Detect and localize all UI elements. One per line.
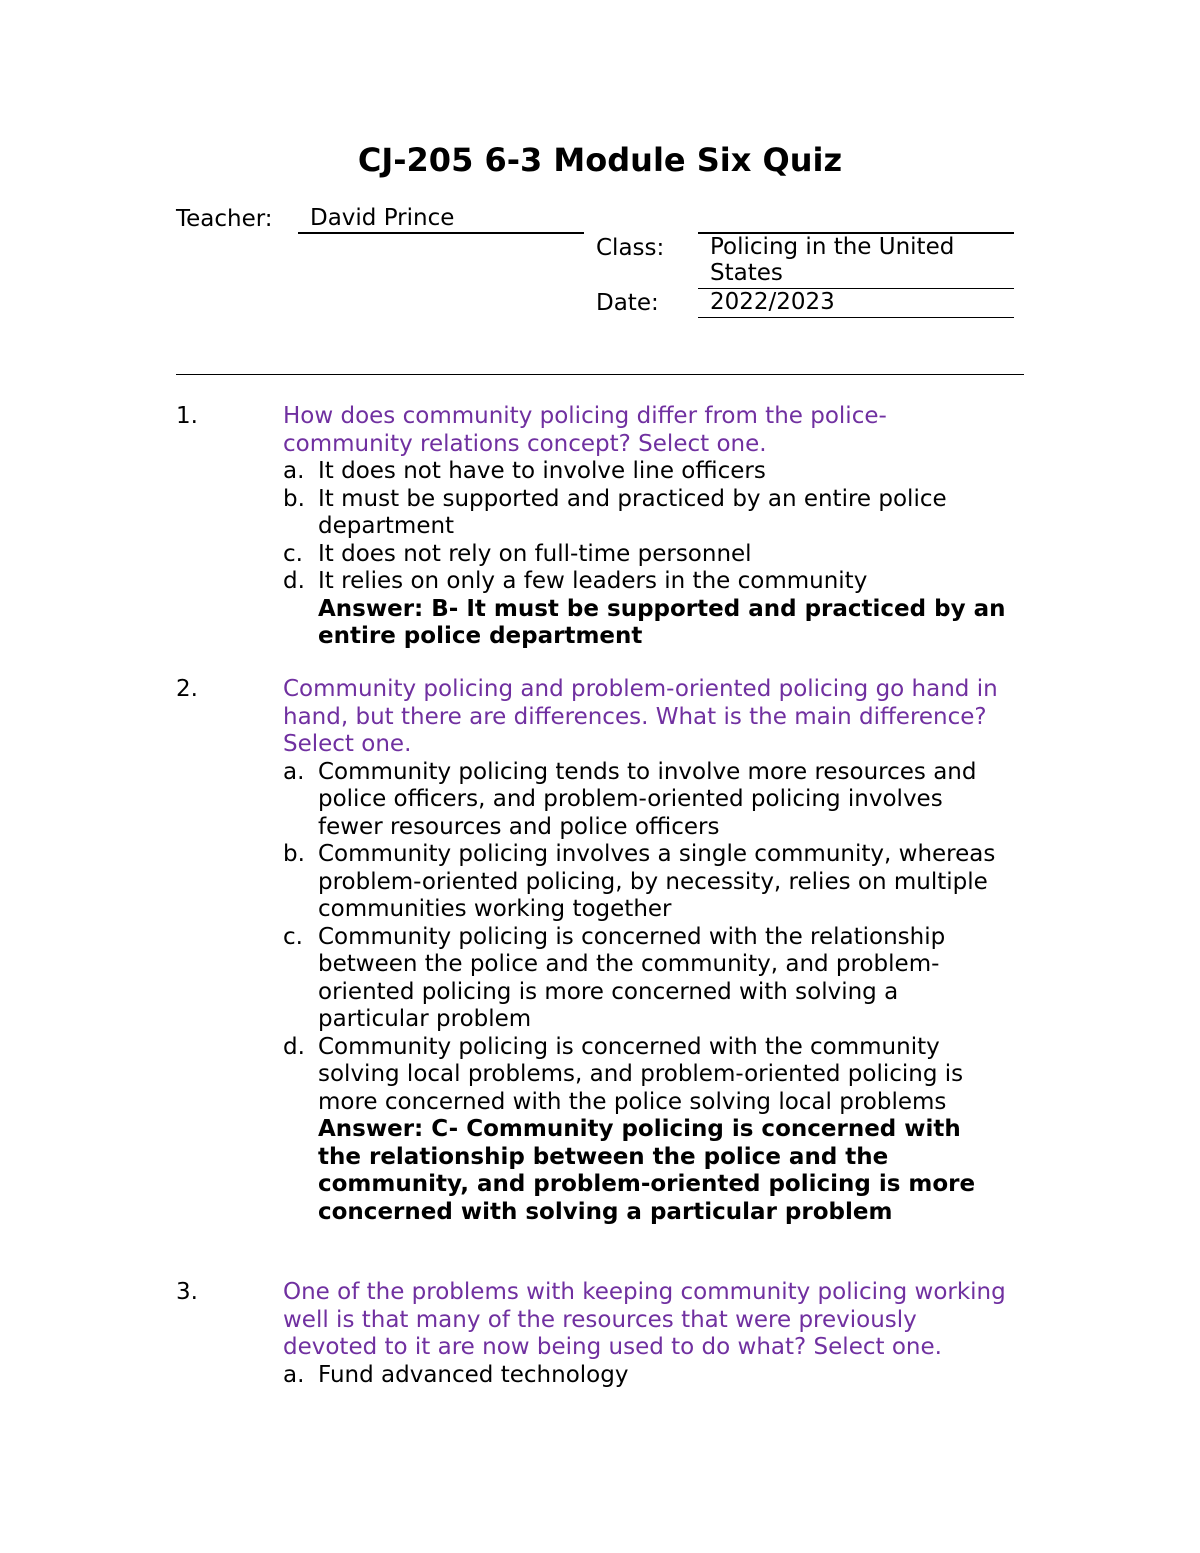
option-line: It relies on only a few leaders in the community (318, 568, 868, 594)
option-line: It does not have to involve line officers (318, 458, 766, 484)
question-number: 3. (176, 1279, 198, 1305)
option-line: fewer resources and police officers (318, 813, 720, 840)
option-letter: a. (283, 758, 305, 785)
class-value-line2: States (710, 260, 783, 286)
option-line: It must be supported and practiced by an entire police (318, 485, 947, 512)
option-b (283, 841, 1023, 924)
answer-line: concerned with solving a particular problem (318, 1198, 893, 1225)
class-value-line1: Policing in the United (710, 234, 955, 260)
question-number: 1. (176, 403, 198, 429)
stem-line: How does community policing differ from the police- (283, 403, 887, 429)
option-line: problem-oriented policing, by necessity, relies on multiple (318, 868, 988, 895)
teacher-value: David Prince (310, 205, 455, 231)
option-line: Community policing tends to involve more resources and (318, 758, 977, 785)
option-line: Fund advanced technology (318, 1361, 629, 1388)
date-underline (698, 317, 1014, 318)
date-value: 2022/2023 (710, 289, 835, 315)
teacher-underline (298, 232, 584, 234)
stem-line: Select one. (283, 731, 412, 757)
option-letter: b. (283, 485, 305, 512)
option-line: It does not rely on full-time personnel (318, 540, 752, 567)
stem-line: well is that many of the resources that were previously (283, 1306, 917, 1333)
option-b (283, 486, 1023, 541)
option-line: Community policing involves a single community, whereas (318, 841, 996, 867)
option-a (283, 458, 1023, 486)
stem-line: devoted to it are now being used to do what? Select one. (283, 1334, 942, 1360)
option-line: communities working together (318, 896, 672, 922)
document-title: CJ-205 6-3 Module Six Quiz (357, 141, 843, 179)
option-letter: c. (283, 923, 303, 950)
option-line: more concerned with the police solving local problems (318, 1088, 947, 1115)
option-line: particular problem (318, 1006, 532, 1032)
option-c (283, 541, 1023, 569)
option-line: oriented policing is more concerned with solving a (318, 978, 899, 1005)
stem-line: Community policing and problem-oriented policing go hand in (283, 676, 998, 702)
answer-line: entire police department (318, 623, 643, 649)
option-line: department (318, 513, 455, 539)
question-stem (283, 676, 1023, 759)
option-c (283, 924, 1023, 1034)
answer (283, 596, 1023, 651)
answer-line: the relationship between the police and the (318, 1143, 889, 1170)
option-letter: c. (283, 540, 303, 567)
option-letter: d. (283, 1033, 305, 1060)
answer-line: community, and problem-oriented policing is more (318, 1171, 976, 1197)
option-d (283, 1034, 1023, 1117)
question-number: 2. (176, 676, 198, 702)
option-line: between the police and the community, and problem- (318, 951, 940, 977)
option-letter: d. (283, 568, 305, 594)
answer-line: Answer: C- Community policing is concerned with (318, 1116, 961, 1142)
answer (283, 1116, 1023, 1226)
stem-line: One of the problems with keeping community policing working (283, 1279, 1006, 1305)
header-divider (176, 374, 1024, 375)
option-line: solving local problems, and problem-oriented policing is (318, 1061, 964, 1087)
answer-line: Answer: B- It must be supported and practiced by an (318, 595, 1006, 622)
date-label: Date: (596, 290, 659, 316)
question-stem (283, 403, 1023, 458)
option-line: Community policing is concerned with the relationship (318, 923, 946, 950)
teacher-label: Teacher: (176, 206, 273, 232)
option-a (283, 759, 1023, 842)
option-letter: b. (283, 841, 305, 867)
stem-line: community relations concept? Select one. (283, 430, 767, 457)
option-line: Community policing is concerned with the community (318, 1033, 940, 1060)
option-letter: a. (283, 458, 305, 484)
option-line: police officers, and problem-oriented policing involves (318, 786, 943, 812)
option-d (283, 568, 1023, 596)
stem-line: hand, but there are differences. What is the main difference? (283, 703, 987, 730)
option-letter: a. (283, 1361, 305, 1388)
class-label: Class: (596, 235, 665, 261)
option-a (283, 1362, 1023, 1390)
question-stem (283, 1279, 1023, 1362)
